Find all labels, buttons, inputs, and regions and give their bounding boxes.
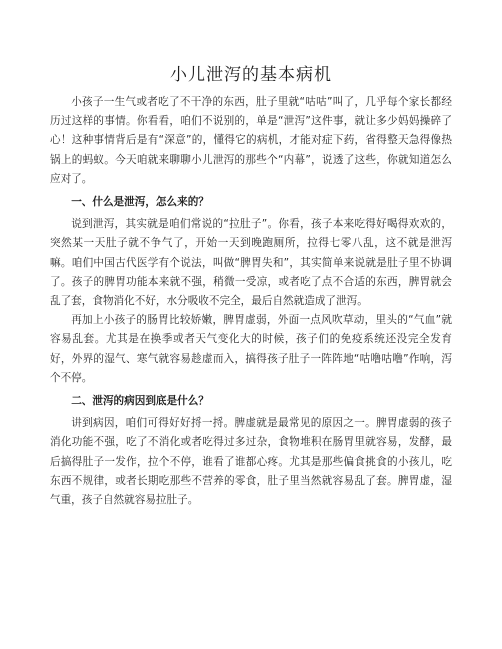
document-title: 小儿泄泻的基本病机 bbox=[170, 65, 332, 85]
intro-paragraph: 小孩子一生气或者吃了不干净的东西，肚子里就“咕咕”叫了，几乎每个家长都经历过这样的事情。你看看，咱们不说别的，单是“泄泻”这件事，就让多少妈妈操碎了心！这种事情背后是有“深意”的，懂得它的病机，才能对症下药，省得整天急得像热锅上的蚂蚁。今天咱就来聊聊小儿泄泻的那些个“内幕”，说透了这些，你就知道怎么应对了。 bbox=[50, 96, 452, 185]
section-2-paragraph-1: 讲到病因，咱们可得好好捋一捋。脾虚就是最常见的原因之一。脾胃虚弱的孩子消化功能不强，吃了不消化或者吃得过多过杂，食物堆积在肠胃里就容易，发酵，最后搞得肚子一发作，拉个不停，谁看了谁都心疼。尤其是那些偏食挑食的小孩儿，吃东西不规律，或者长期吃那些不营养的零食，肚子里当然就容易乱了套。脾胃虚，湿气重，孩子自然就容易拉肚子。 bbox=[50, 417, 452, 507]
section-heading-1: 一、什么是泄泻，怎么来的？ bbox=[71, 196, 209, 209]
section-1-paragraph-2: 再加上小孩子的肠胃比较娇嫩，脾胃虚弱，外面一点风吹草动，里头的“气血”就容易乱套。尤其是在换季或者天气变化大的时候，孩子们的免疫系统还没完全发育好，外界的湿气、寒气就容易趁虚而入，搞得孩子肚子一阵阵地“咕噜咕噜”作响，泻个不停。 bbox=[50, 314, 452, 384]
section-heading-2: 二、泄泻的病因到底是什么？ bbox=[71, 395, 209, 408]
section-1-paragraph-1: 说到泄泻，其实就是咱们常说的“拉肚子”。你看，孩子本来吃得好喝得欢欢的，突然某一天肚子就不争气了，开始一天到晚跑厕所，拉得七零八乱，这不就是泄泻嘛。咱们中国古代医学有个说法，叫做“脾胃失和”，其实简单来说就是肚子里不协调了。孩子的脾胃功能本来就不强，稍微一受凉，或者吃了点不合适的东西，脾胃就会乱了套，食物消化不好，水分吸收不完全，最后自然就造成了泄泻。 bbox=[50, 218, 452, 308]
